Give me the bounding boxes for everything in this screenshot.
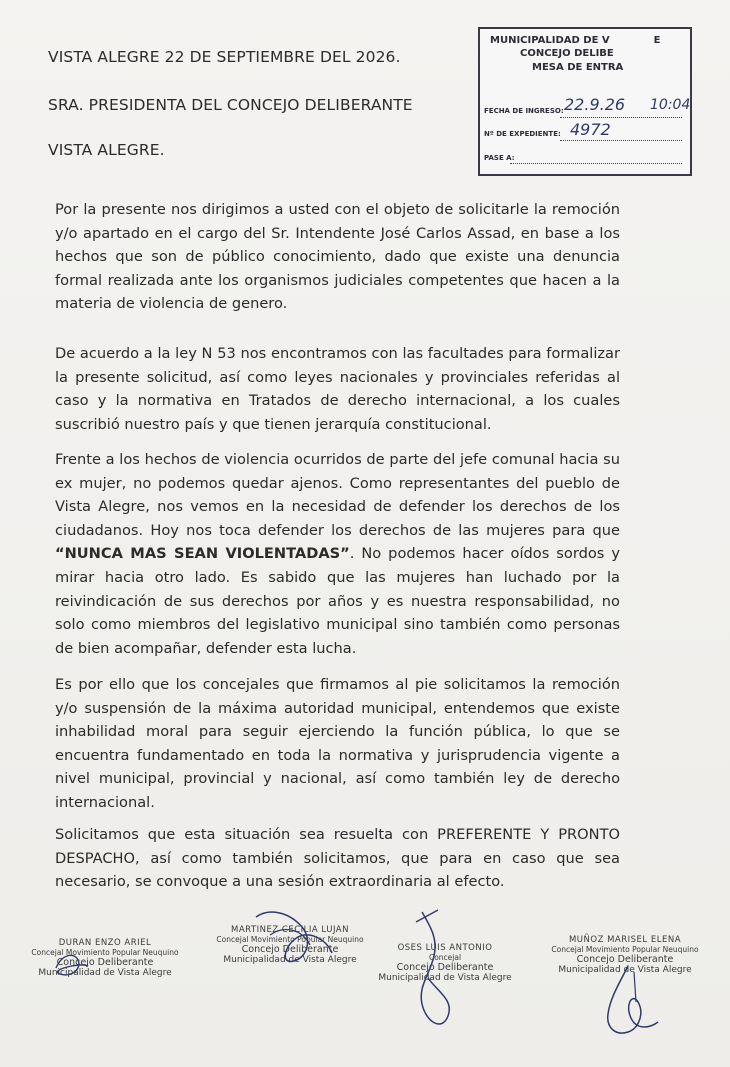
paragraph-1: Por la presente nos dirigimos a usted con el objeto de solicitarle la remoción y/o apartado en el cargo del Sr. Intendente José Carlos Assad, en base a los hechos que son de público conocimiento, dado que existe una denuncia formal realizada ante los organismos judiciales competentes que hacen a la materia de violencia de genero.: [55, 201, 620, 313]
entry-stamp: [478, 27, 692, 176]
signatory-municipality: Municipalidad de Vista Alegre: [223, 955, 357, 965]
signatory-body: Concejo Deliberante: [576, 954, 674, 965]
stamp-hora-value: 10:04: [650, 97, 691, 113]
stamp-expediente-value: 4972: [570, 120, 611, 139]
handwritten-signature-2: [250, 905, 340, 975]
signatory-body: Concejo Deliberante: [396, 962, 494, 973]
signatory-name: MARTINEZ CECILIA LUJAN: [231, 925, 349, 935]
stamp-expediente-label: Nº DE EXPEDIENTE:: [484, 130, 561, 138]
signatory-municipality: Municipalidad de Vista Alegre: [38, 968, 172, 978]
signatory-name: OSES LUIS ANTONIO: [397, 943, 493, 953]
handwritten-signature-1: [52, 946, 92, 986]
paragraph-5: Solicitamos que esta situación sea resuelta con PREFERENTE Y PRONTO DESPACHO, así como también solicitamos, que para en caso que sea necesario, se convoque a una sesión extraordinaria al efecto.: [55, 826, 620, 891]
stamp-pase-label: PASE A:: [484, 154, 515, 162]
stamp-line-2: CONCEJO DELIBE: [520, 48, 614, 59]
place-line: VISTA ALEGRE.: [48, 141, 165, 159]
stamp-line-1: MUNICIPALIDAD DE V E: [490, 35, 661, 46]
date-line: VISTA ALEGRE 22 DE SEPTIEMBRE DEL 2026.: [48, 48, 401, 66]
handwritten-signature-3: [408, 908, 468, 1038]
handwritten-signature-4: [598, 962, 668, 1052]
paragraph-4: Es por ello que los concejales que firmamos al pie solicitamos la remoción y/o suspensión de la máxima autoridad municipal, entendemos que existe inhabilidad moral para seguir ejerciendo la función pública, lo que se encuentra fundamentado en toda la normativa y jurisprudencia vigente a nivel municipal, provincial y nacional, así como también ley de derecho internacional.: [55, 676, 620, 811]
signature-block-1: [20, 938, 190, 978]
signatory-role: Concejal: [428, 953, 462, 962]
paragraph-2: De acuerdo a la ley N 53 nos encontramos con las facultades para formalizar la presente solicitud, así como leyes nacionales y provinciales referidas al caso y la normativa en Tratados de derecho internacional, a los cuales suscribió nuestro país y que tienen jerarquía constitucional.: [55, 345, 620, 433]
signatory-name: DURAN ENZO ARIEL: [58, 938, 152, 948]
signatory-body: Concejo Deliberante: [56, 957, 154, 968]
signatory-body: Concejo Deliberante: [241, 944, 339, 955]
signatory-role: Concejal Movimiento Popular Neuquino: [216, 935, 364, 944]
signatory-municipality: Municipalidad de Vista Alegre: [558, 965, 692, 975]
signatory-name: MUÑOZ MARISEL ELENA: [568, 935, 682, 945]
paragraph-3: Frente a los hechos de violencia ocurridos de parte del jefe comunal hacia su ex mujer, no podemos quedar ajenos. Como representantes del pueblo de Vista Alegre, nos vemos en la necesidad de defender los derechos de los ciudadanos. Hoy nos toca defender los derechos de las mujeres para que “NUNCA MAS SEAN VIOLENTADAS”. No podemos hacer oídos sordos y mirar hacia otro lado. Es sabido que las mujeres han luchado por la reivindicación de sus derechos por años y es nuestra responsabilidad, no solo como miembros del legislativo municipal sino también como personas de bien acompañar, defender esta lucha.: [55, 451, 620, 657]
signatory-role: Concejal Movimiento Popular Neuquino: [31, 948, 179, 957]
stamp-fecha-value: 22.9.26: [564, 95, 626, 114]
signatory-role: Concejal Movimiento Popular Neuquino: [551, 945, 699, 954]
stamp-line-3: MESA DE ENTRA: [532, 62, 624, 73]
emphasis-text: “NUNCA MAS SEAN VIOLENTADAS”: [55, 545, 350, 563]
stamp-fecha-label: FECHA DE INGRESO:: [484, 107, 564, 115]
addressee-line: SRA. PRESIDENTA DEL CONCEJO DELIBERANTE: [48, 96, 413, 114]
signatory-municipality: Municipalidad de Vista Alegre: [378, 973, 512, 983]
